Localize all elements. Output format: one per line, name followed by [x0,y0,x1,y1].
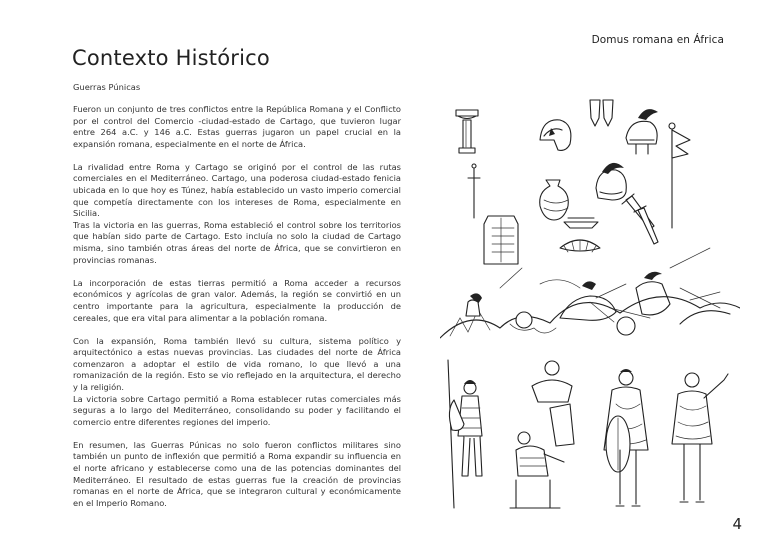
section-subtitle: Guerras Púnicas [73,82,141,92]
page-number: 4 [732,515,742,533]
dagger-icon [622,194,658,244]
page-title: Contexto Histórico [72,46,270,70]
roman-with-shield-drawing [604,369,648,506]
paragraph-summary: En resumen, las Guerras Púnicas no solo fueron conflictos militares sino también un punto de inflexión que permitió a Roma expandir su influencia en el norte africano y establecerse como una de las potencias dominantes del Mediterráneo. El resultado de estas guerras fue la creación de provincias romanas en el norte de África, que se integraron cultural y económicamente en el Imperio Romano. [73,439,401,508]
document-title: Domus romana en África [591,34,724,46]
paragraph-rivalry: La rivalidad entre Roma y Cartago se originó por el control de las rutas comerciales en el Mediterráneo. Cartago, una poderosa ciudad-estado fenicia ubicada en lo que hoy es Túnez, había establecido un vasto imperio comercial que competía directamente con los intereses de Roma, especialmente en Sicilia. [73,161,401,219]
lamp-icon [564,218,598,228]
sword-icon [468,164,480,218]
greaves-icon [590,100,613,126]
body-text [73,104,401,521]
plumed-helmet-icon [596,163,626,200]
paragraph-trade: La victoria sobre Cartago permitió a Roma establecer rutas comerciales más seguras a lo largo del Mediterráneo, consolidando su poder y facilitando el comercio entre diferentes regiones del imperio. [73,393,401,427]
paragraph-victory: Tras la victoria en las guerras, Roma estableció el control sobre los territorios que habían sido parte de Cartago. Esto incluía no solo la ciudad de Cartago misma, sino también otras áreas del norte de África, que se convirtieron en provincias romanas. [73,219,401,265]
crest-icon [560,240,600,252]
vase-icon [540,180,569,220]
helmet-icon [540,120,571,151]
armor-icon [484,216,518,264]
soldier-with-spear-drawing [448,360,482,508]
paragraph-culture: Con la expansión, Roma también llevó su cultura, sistema político y arquitectónico a estas nuevas provincias. Las ciudades del norte de África comenzaron a adoptar el estilo de vida romano, lo que llevó a una romanización de la región. Esto se vio reflejado en la arquitectura, el derecho y la religión. [73,335,401,392]
paragraph-intro: Fueron un conjunto de tres conflictos entre la República Romana y el Conflicto por el control del Comercio -ciudad-estado de Cartago, que tuvieron lugar entre 264 a.C. y 146 a.C. Estas guerras jugaron un papel crucial en la expansión romana, especialmente en el norte de África. [73,104,401,149]
seated-roman-drawing [510,361,574,508]
roman-illustrations [440,88,740,528]
paragraph-resources: La incorporación de estas tierras permitió a Roma acceder a recursos económicos y agrícolas de gran valor. Además, la región se convirtió en un centro importante para la agricultura, especialmente la producción de cereales, que era vital para alimentar a la población romana. [73,277,401,323]
column-icon [456,110,478,153]
standard-icon [669,123,690,228]
orator-figure-drawing [672,373,728,502]
crested-helmet-icon [626,109,658,154]
